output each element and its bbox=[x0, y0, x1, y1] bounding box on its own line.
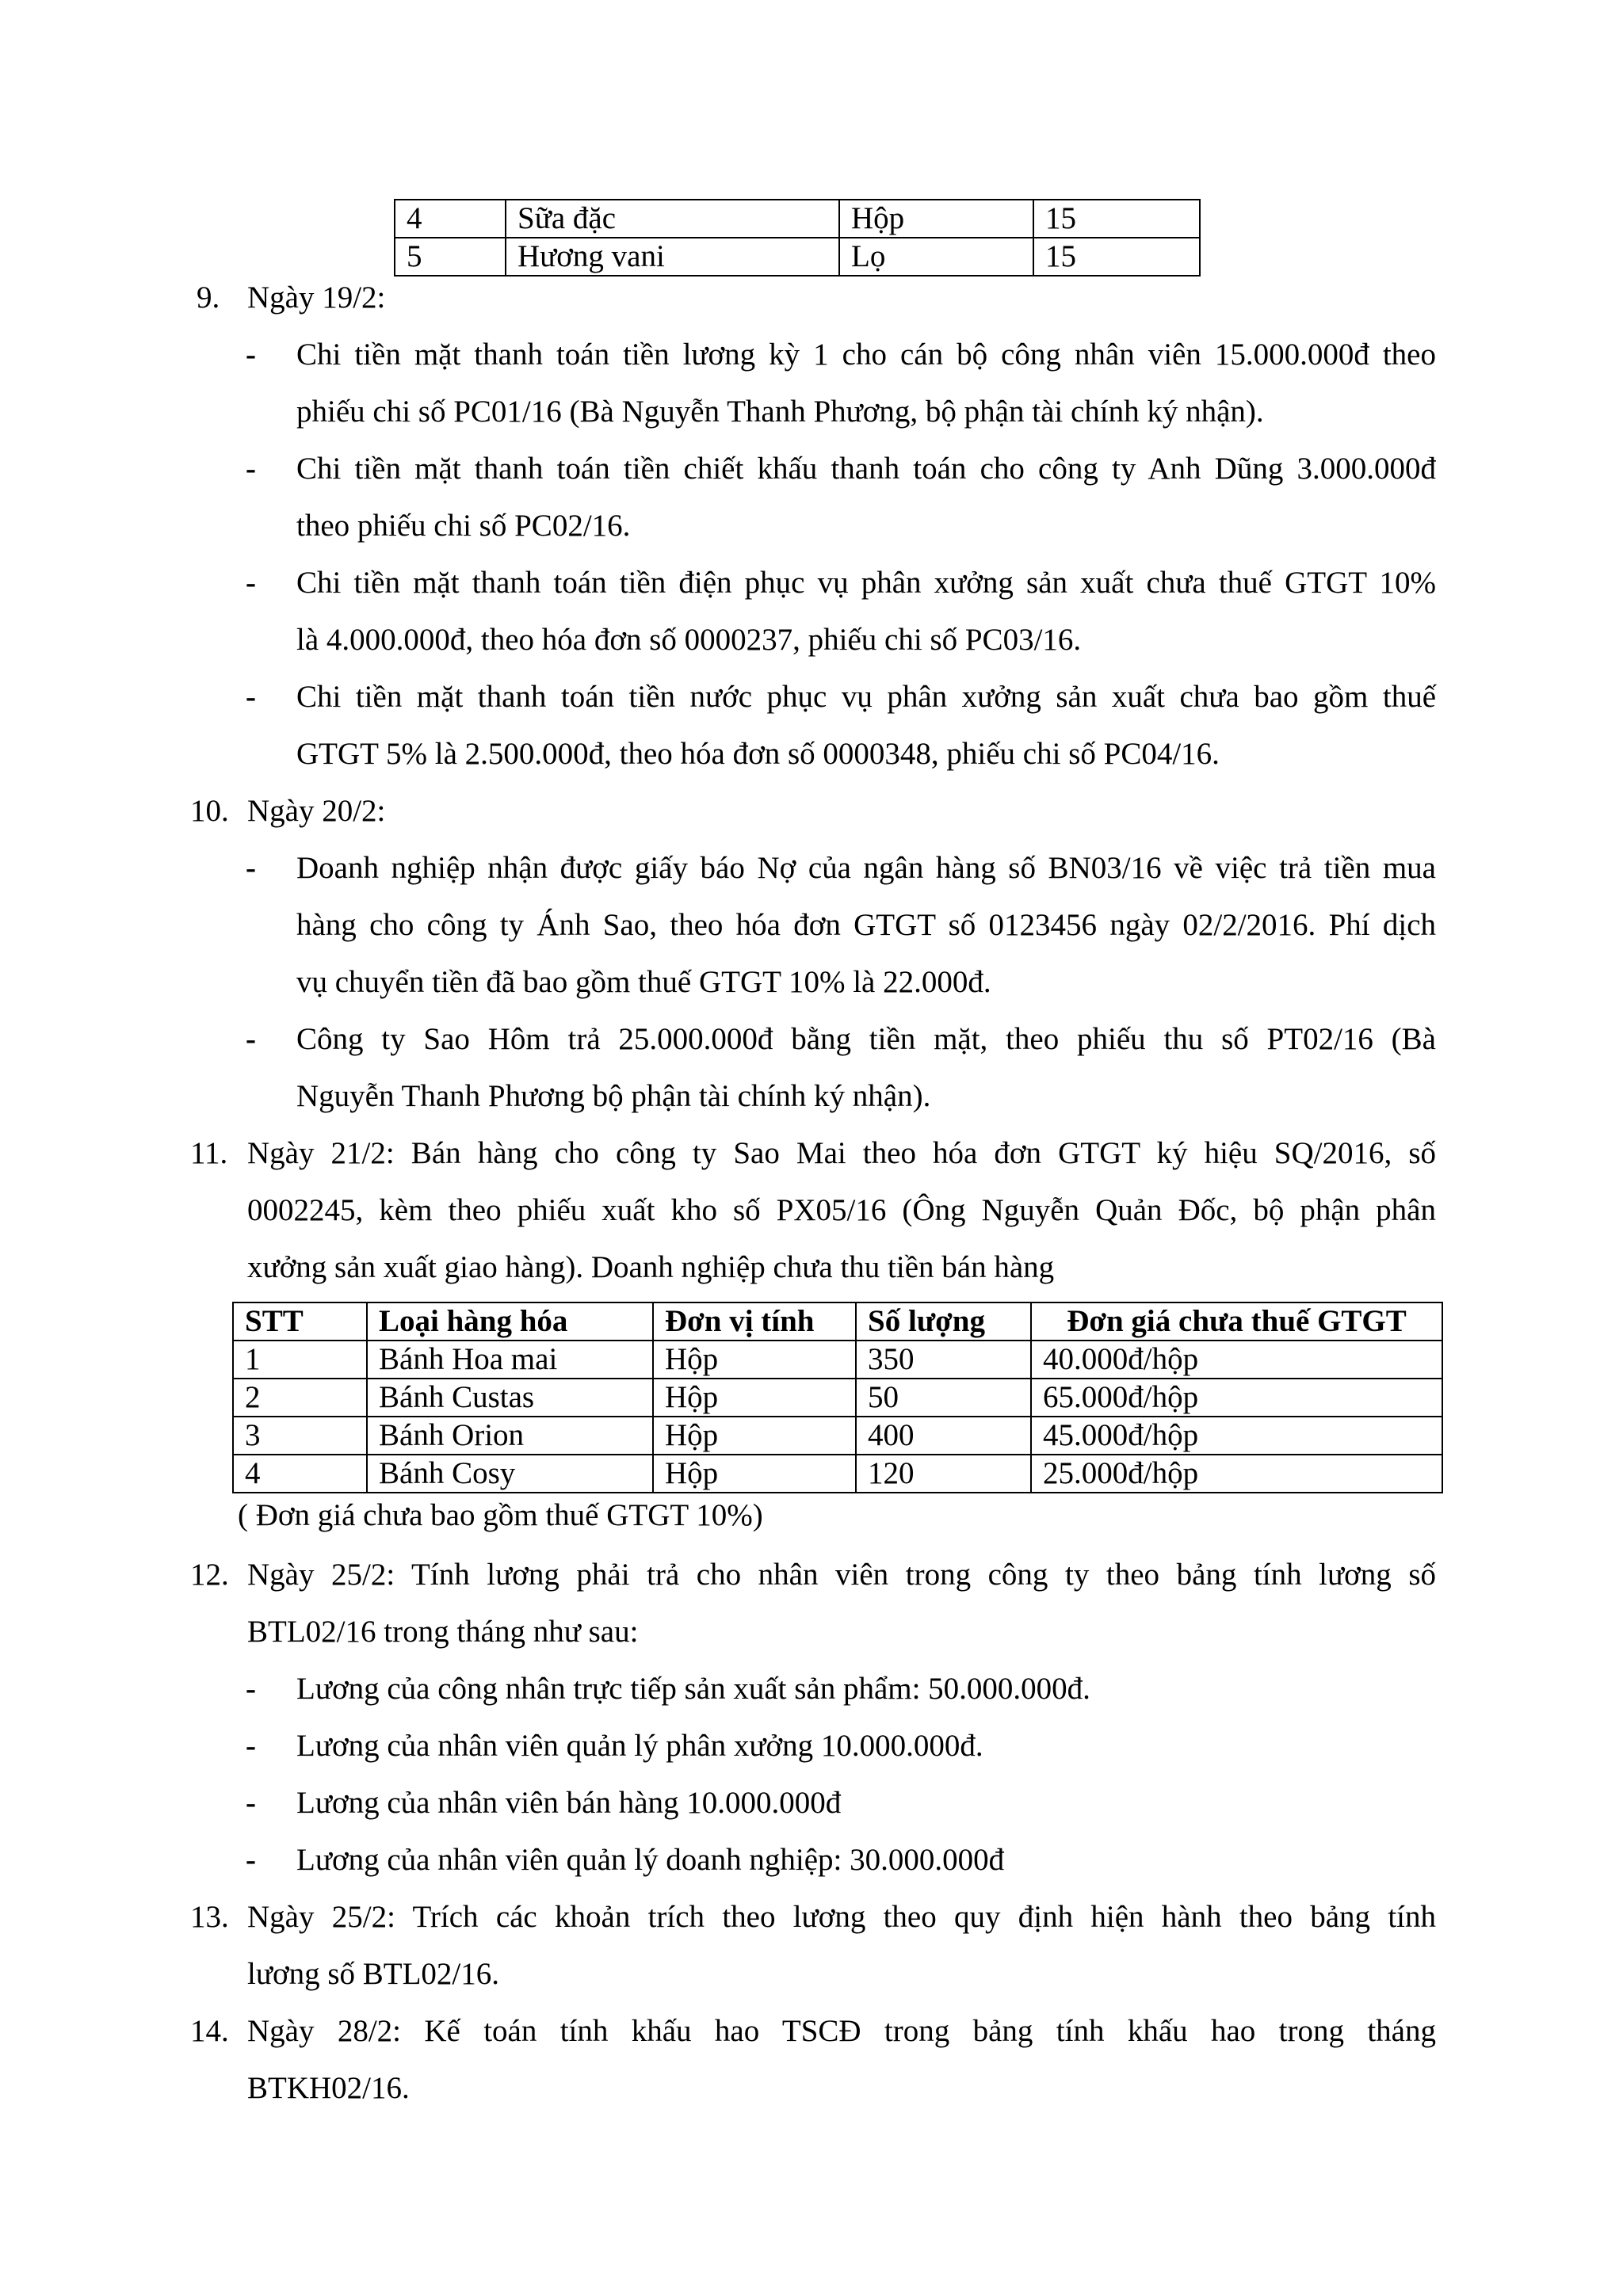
table-header: STT bbox=[233, 1302, 367, 1341]
item-number: 10. bbox=[190, 794, 229, 828]
top-table bbox=[394, 199, 1201, 277]
table-header-row bbox=[233, 1302, 1442, 1341]
table-header: Đơn vị tính bbox=[653, 1302, 856, 1341]
bullet-dash: - bbox=[246, 1022, 256, 1056]
bullet-text: Chi tiền mặt thanh toán tiền chiết khấu thanh toán cho công ty Anh Dũng 3.000.000đ bbox=[296, 452, 1436, 486]
table-cell: 4 bbox=[395, 200, 506, 238]
bullet-dash: - bbox=[246, 1729, 256, 1763]
bullet-text: hàng cho công ty Ánh Sao, theo hóa đơn GTGT số 0123456 ngày 02/2/2016. Phí dịch bbox=[296, 908, 1436, 942]
item-text: Ngày 28/2: Kế toán tính khấu hao TSCĐ trong bảng tính khấu hao trong tháng bbox=[247, 2014, 1436, 2048]
bullet-text: theo phiếu chi số PC02/16. bbox=[296, 509, 631, 543]
table-cell: 400 bbox=[856, 1417, 1031, 1455]
bullet-text: Chi tiền mặt thanh toán tiền nước phục vụ phân xưởng sản xuất chưa bao gồm thuế bbox=[296, 680, 1436, 714]
table-cell: 3 bbox=[233, 1417, 367, 1455]
table-cell: Bánh Orion bbox=[367, 1417, 653, 1455]
bullet-text: Lương của công nhân trực tiếp sản xuất sản phẩm: 50.000.000đ. bbox=[296, 1672, 1090, 1706]
table-cell: Hộp bbox=[653, 1455, 856, 1493]
table-cell: 1 bbox=[233, 1341, 367, 1379]
table-cell: Bánh Cosy bbox=[367, 1455, 653, 1493]
bullet-text: phiếu chi số PC01/16 (Bà Nguyễn Thanh Phương, bộ phận tài chính ký nhận). bbox=[296, 395, 1264, 429]
table-header: Đơn giá chưa thuế GTGT bbox=[1031, 1302, 1442, 1341]
bullet-text: là 4.000.000đ, theo hóa đơn số 0000237, phiếu chi số PC03/16. bbox=[296, 623, 1082, 657]
bullet-text: vụ chuyển tiền đã bao gồm thuế GTGT 10% là 22.000đ. bbox=[296, 965, 991, 999]
table-cell: 2 bbox=[233, 1379, 367, 1417]
table-header: Số lượng bbox=[856, 1302, 1031, 1341]
item-heading: Ngày 19/2: bbox=[247, 280, 386, 315]
table-cell: Bánh Hoa mai bbox=[367, 1341, 653, 1379]
table-cell: 5 bbox=[395, 238, 506, 276]
table-cell: Hương vani bbox=[506, 238, 839, 276]
bullet-text: Chi tiền mặt thanh toán tiền điện phục vụ phân xưởng sản xuất chưa thuế GTGT 10% bbox=[296, 566, 1436, 600]
item-text: BTKH02/16. bbox=[247, 2071, 410, 2105]
bullet-dash: - bbox=[246, 1843, 256, 1877]
bullet-text: Công ty Sao Hôm trả 25.000.000đ bằng tiền mặt, theo phiếu thu số PT02/16 (Bà bbox=[296, 1022, 1436, 1056]
table-cell: 25.000đ/hộp bbox=[1031, 1455, 1442, 1493]
table-cell: 15 bbox=[1033, 200, 1200, 238]
bullet-text: Lương của nhân viên quản lý doanh nghiệp: 30.000.000đ bbox=[296, 1843, 1005, 1877]
item-text: lương số BTL02/16. bbox=[247, 1957, 500, 1991]
item-text: Ngày 25/2: Trích các khoản trích theo lương theo quy định hiện hành theo bảng tính bbox=[247, 1900, 1436, 1934]
bullet-dash: - bbox=[246, 680, 256, 714]
table-cell: 40.000đ/hộp bbox=[1031, 1341, 1442, 1379]
item-number: 11. bbox=[190, 1136, 228, 1170]
bullet-text: Lương của nhân viên quản lý phân xưởng 10.000.000đ. bbox=[296, 1729, 983, 1763]
table-cell: 4 bbox=[233, 1455, 367, 1493]
bullet-dash: - bbox=[246, 851, 256, 885]
bullet-text: GTGT 5% là 2.500.000đ, theo hóa đơn số 0000348, phiếu chi số PC04/16. bbox=[296, 737, 1220, 771]
sales-table bbox=[232, 1302, 1443, 1493]
item-heading: Ngày 20/2: bbox=[247, 794, 386, 828]
table-row bbox=[233, 1455, 1442, 1493]
table-note: ( Đơn giá chưa bao gồm thuế GTGT 10%) bbox=[238, 1498, 763, 1532]
table-row bbox=[233, 1341, 1442, 1379]
item-number: 12. bbox=[190, 1558, 229, 1592]
bullet-text: Lương của nhân viên bán hàng 10.000.000đ bbox=[296, 1786, 842, 1820]
item-number: 14. bbox=[190, 2014, 229, 2048]
bullet-text: Doanh nghiệp nhận được giấy báo Nợ của ngân hàng số BN03/16 về việc trả tiền mua bbox=[296, 851, 1436, 885]
table-row bbox=[395, 200, 1200, 238]
table-header: Loại hàng hóa bbox=[367, 1302, 653, 1341]
table-cell: 45.000đ/hộp bbox=[1031, 1417, 1442, 1455]
bullet-dash: - bbox=[246, 1672, 256, 1706]
bullet-dash: - bbox=[246, 338, 256, 372]
item-text: 0002245, kèm theo phiếu xuất kho số PX05/16 (Ông Nguyễn Quản Đốc, bộ phận phân bbox=[247, 1193, 1436, 1227]
table-cell: Hộp bbox=[653, 1417, 856, 1455]
bullet-dash: - bbox=[246, 1786, 256, 1820]
table-cell: Hộp bbox=[653, 1379, 856, 1417]
table-cell: Lọ bbox=[839, 238, 1033, 276]
table-cell: 120 bbox=[856, 1455, 1031, 1493]
item-text: BTL02/16 trong tháng như sau: bbox=[247, 1615, 639, 1649]
item-text: Ngày 21/2: Bán hàng cho công ty Sao Mai theo hóa đơn GTGT ký hiệu SQ/2016, số bbox=[247, 1136, 1436, 1170]
table-row bbox=[233, 1417, 1442, 1455]
table-cell: 15 bbox=[1033, 238, 1200, 276]
table-row bbox=[233, 1379, 1442, 1417]
bullet-text: Chi tiền mặt thanh toán tiền lương kỳ 1 cho cán bộ công nhân viên 15.000.000đ theo bbox=[296, 338, 1436, 372]
table-cell: 65.000đ/hộp bbox=[1031, 1379, 1442, 1417]
bullet-dash: - bbox=[246, 566, 256, 600]
table-cell: 350 bbox=[856, 1341, 1031, 1379]
table-cell: 50 bbox=[856, 1379, 1031, 1417]
table-cell: Hộp bbox=[839, 200, 1033, 238]
item-text: Ngày 25/2: Tính lương phải trả cho nhân viên trong công ty theo bảng tính lương số bbox=[247, 1558, 1436, 1592]
bullet-dash: - bbox=[246, 452, 256, 486]
table-cell: Sữa đặc bbox=[506, 200, 839, 238]
bullet-text: Nguyễn Thanh Phương bộ phận tài chính ký nhận). bbox=[296, 1079, 931, 1113]
table-cell: Bánh Custas bbox=[367, 1379, 653, 1417]
item-text: xưởng sản xuất giao hàng). Doanh nghiệp chưa thu tiền bán hàng bbox=[247, 1250, 1055, 1284]
item-number: 9. bbox=[197, 280, 220, 315]
item-number: 13. bbox=[190, 1900, 229, 1934]
table-cell: Hộp bbox=[653, 1341, 856, 1379]
